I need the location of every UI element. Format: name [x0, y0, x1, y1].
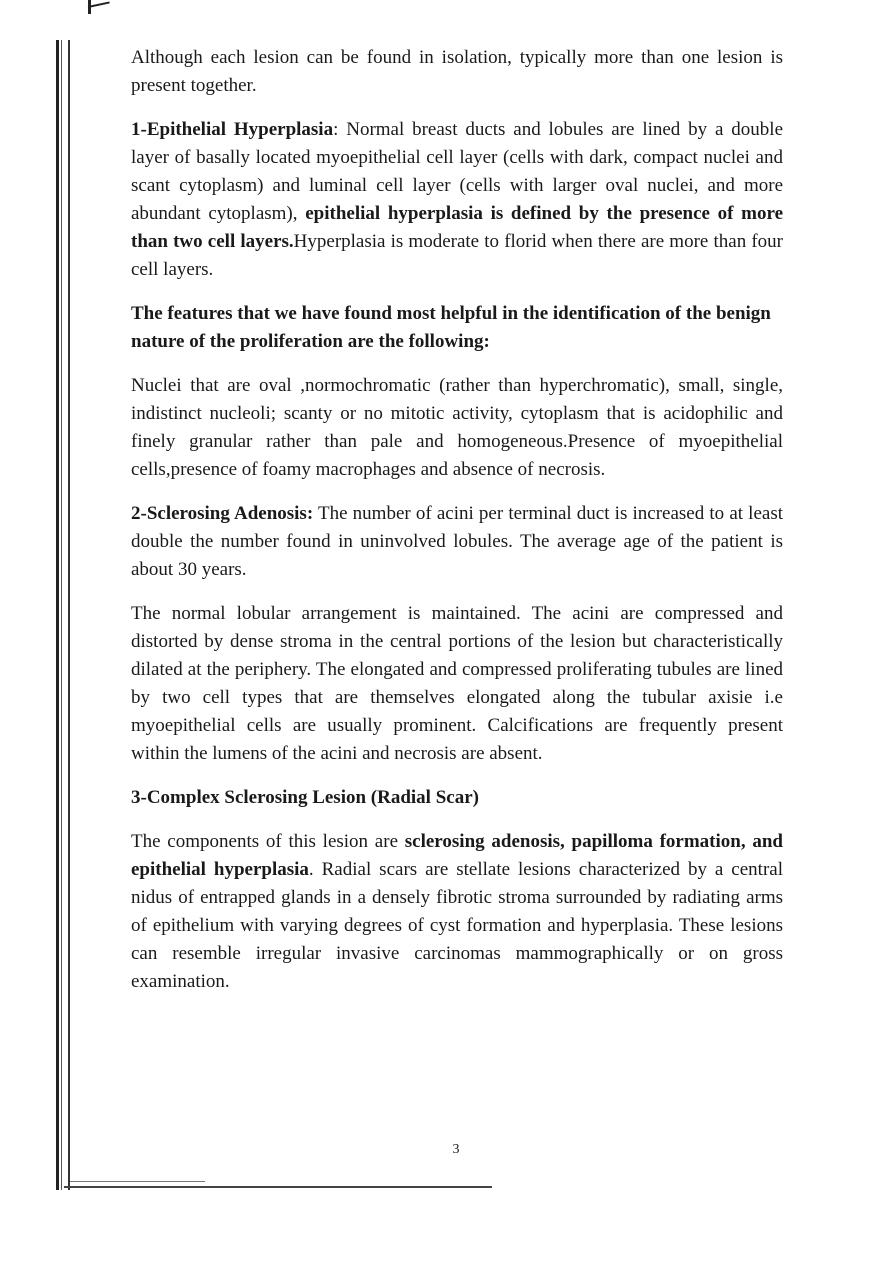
section2-paragraph-2: [131, 600, 783, 768]
intro-text: Although each lesion can be found in isolation, typically more than one lesion is present together.: [131, 47, 783, 96]
section3-text-c: . Radial scars are stellate lesions characterized by a central nidus of entrapped glands in a densely fibrotic stroma surrounded by radiating arms of epithelium with varying degrees of cyst formation and hyperplasia. These lesions can resemble irregular invasive carcinomas mammographically or on gross examination.: [131, 859, 783, 992]
section3-paragraph: [131, 828, 783, 996]
section1-text-c: Hyperplasia is moderate to florid when there are more than four cell layers.: [131, 231, 783, 280]
binding-edge: [56, 40, 70, 1190]
page-number: 3: [452, 1142, 460, 1157]
section2-text: The number of acini per terminal duct is increased to at least double the number found in uninvolved lobules. The average age of the patient is about 30 years.: [131, 503, 783, 580]
features-text: Nuclei that are oval ,normochromatic (rather than hyperchromatic), small, single, indistinct nucleoli; scanty or no mitotic activity, cytoplasm that is acidophilic and finely granular rather than pale and homogeneous.Presence of myoepithelial cells,presence of foamy macrophages and absence of necrosis.: [131, 375, 783, 480]
section3-components: sclerosing adenosis, papilloma formation, and epithelial hyperplasia: [131, 831, 783, 880]
page-content: [131, 44, 783, 1012]
section3-text-a: The components of this lesion are: [131, 831, 405, 852]
section1-text-a: : Normal breast ducts and lobules are lined by a double layer of basally located myoepithelial cell layer (cells with dark, compact nuclei and scant cytoplasm) and luminal cell layer (cells with larger oval nuclei, and more abundant cytoplasm),: [131, 119, 783, 224]
section2-text2: The normal lobular arrangement is maintained. The acini are compressed and distorted by dense stroma in the central portions of the lesion but characteristically dilated at the periphery. The elongated and compressed proliferating tubules are lined by two cell types that are themselves elongated along the tubular axisie i.e myoepithelial cells are usually prominent. Calcifications are frequently present within the lumens of the acini and necrosis are absent.: [131, 603, 783, 764]
section1-paragraph: [131, 116, 783, 284]
section2-paragraph: [131, 500, 783, 584]
section1-definition: epithelial hyperplasia is defined by the presence of more than two cell layers.: [131, 203, 783, 252]
scan-bottom-mark: [70, 1181, 205, 1182]
bottom-rule: [64, 1186, 492, 1188]
features-paragraph: [131, 372, 783, 484]
intro-paragraph: [131, 44, 783, 100]
scan-corner-stroke: [88, 1, 110, 8]
features-heading: The features that we have found most helpful in the identification of the benign nature of the proliferation are the following:: [131, 303, 771, 352]
section2-title: 2-Sclerosing Adenosis:: [131, 503, 314, 524]
section1-title: 1-Epithelial Hyperplasia: [131, 119, 334, 140]
section3-title: 3-Complex Sclerosing Lesion (Radial Scar): [131, 787, 479, 808]
